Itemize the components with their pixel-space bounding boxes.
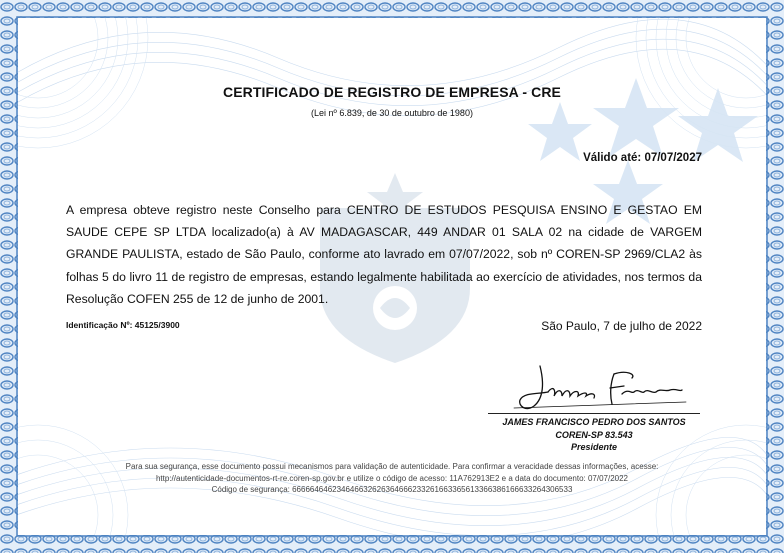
footer-verification-url: http://autenticidade-documentos-rt-re.coren-sp.gov.br e utilize o código de acesso: 11A762913E2 e a data do documento: 07/07/2022	[155, 473, 628, 483]
validity-date: Válido até: 07/07/2027	[583, 152, 702, 164]
security-footer	[0, 461, 784, 496]
signatory-block	[486, 416, 702, 454]
certificate-title: CERTIFICADO DE REGISTRO DE EMPRESA - CRE	[223, 84, 561, 100]
signatory-name: JAMES FRANCISCO PEDRO DOS SANTOS	[502, 417, 686, 427]
footer-notice: Para sua segurança, esse documento possui mecanismos para validação de autenticidade. Para confirmar a veracidade dessas informações, acesse:	[125, 462, 659, 471]
signatory-role: Presidente	[570, 442, 618, 452]
footer-security-code: Código de segurança: 666664646234646632626364666233261663365613366386166633264306533	[211, 485, 573, 495]
handwritten-signature	[510, 362, 690, 414]
signature-line	[488, 413, 700, 414]
place-and-date: São Paulo, 7 de julho de 2022	[541, 319, 702, 333]
signatory-registration: COREN-SP 83.543	[555, 429, 633, 440]
certificate-subtitle: (Lei nº 6.839, de 30 de outubro de 1980)	[311, 108, 473, 118]
certificate-body: A empresa obteve registro neste Conselho para CENTRO DE ESTUDOS PESQUISA ENSINO E GESTAO EM SAUDE CEPE SP LTDA localizado(a) à AV MADAGASCAR, 449 ANDAR 01 SALA 02 na cidade de VARGEM GRANDE PAULISTA, estado de São Paulo, conforme ato lavrado em 07/07/2022, sob nº COREN-SP 2969/CLA2 às folhas 5 do livro 11 de registro de empresas, estando legalmente habilitada ao exercício de atividades, nos termos da Resolução COFEN 255 de 12 de junho de 2001.	[66, 203, 702, 306]
identification-number: Identificação Nº: 45125/3900	[66, 320, 180, 330]
